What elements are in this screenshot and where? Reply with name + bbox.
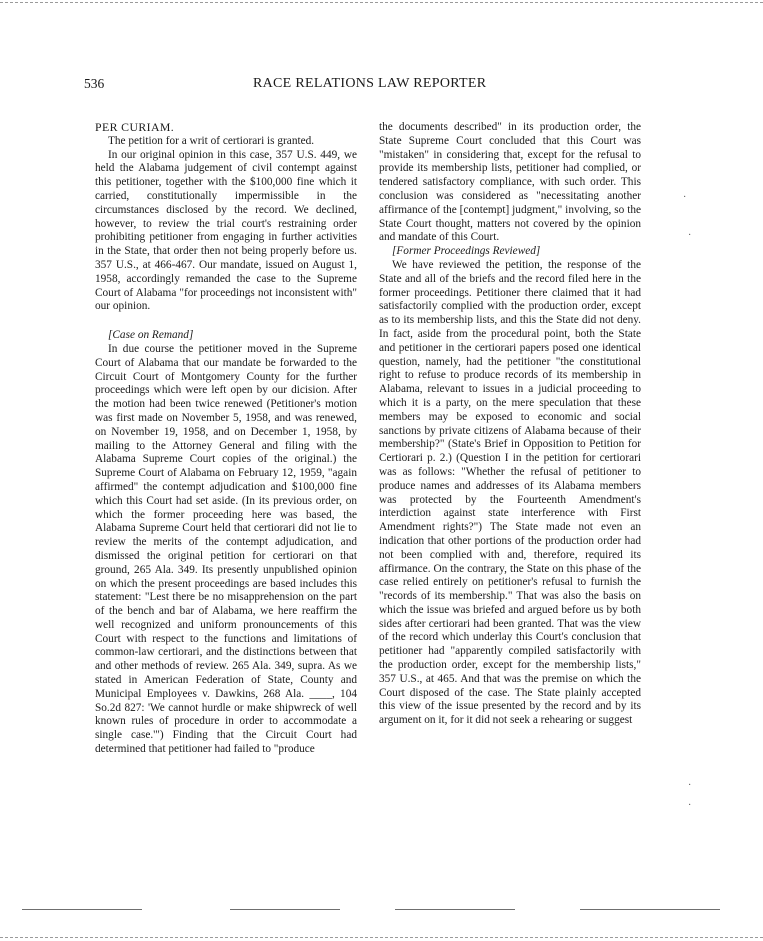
margin-speck: ·: [688, 780, 692, 791]
section-heading-former-proceedings: [Former Proceedings Reviewed]: [392, 245, 541, 258]
margin-speck: ·: [688, 800, 692, 811]
scan-top-edge: [0, 2, 763, 3]
right-column: [379, 121, 641, 728]
scan-bottom-rule: [580, 909, 720, 910]
running-title: RACE RELATIONS LAW REPORTER: [253, 76, 487, 91]
paragraph-reviewed-petition: We have reviewed the petition, the response of the State and all of the briefs and the record filed here in the former proceedings. Petitioner there claimed that it had satisfactorily complied with the production order, except as to its membership lists, and this the State did not deny. In fact, aside from the procedural point, both the State and petitioner in the certiorari papers posed one identical question, namely, had the petitioner "the constitutional right to refuse to produce records of its membership in Alabama, relevant to issues in a judicial proceeding to which it is a party, on the mere speculation that these members may be exposed to economic and social sanctions by private citizens of Alabama because of their membership?" (State's Brief in Opposition to Petition for Certiorari p. 2.) (Question I in the petition for certiorari was as follows: "Whether the refusal of petitioner to produce names and addresses of its Alabama members was protected by the Fourteenth Amendment's interdiction against state interference with First Amendment rights?") The State made not even an indication that other portions of the production order had not been complied with and, therefore, required its affirmance. On the contrary, the State on this phase of the case relied entirely on petitioner's refusal to furnish the "records of its membership." That was also the basis on which the issue was briefed and argued before us by both sides after certiorari had been granted. That was the view of the record which underlay this Court's conclusion that petitioner had "apparently compiled satisfactorily with the production order, except for the membership lists," 357 U.S., at 465. And that was the premise on which the Court disposed of the case. The State plainly accepted this view of the issue presented by the record and by its argument on it, for it did not seek a rehearing or suggest: [379, 258, 641, 727]
scan-bottom-rule: [395, 909, 515, 910]
scan-bottom-edge: [0, 937, 763, 938]
scan-bottom-rule: [22, 909, 142, 910]
margin-speck: ·: [683, 192, 687, 203]
paragraph-original-opinion: In our original opinion in this case, 357 U.S. 449, we held the Alabama judgement of civil contempt against this petitioner, together with the $100,000 fine which it carried, constitutionally impermissible in the circumstances disclosed by the record. We declined, however, to review the trial court's restraining order prohibiting petitioner from engaging in further activities in the State, that order then not being properly before us. 357 U.S., at 466-467. Our mandate, issued on August 1, 1958, accordingly remanded the case to the Supreme Court of Alabama "for proceedings not inconsistent with" our opinion.: [95, 148, 357, 313]
per-curiam-heading: PER CURIAM.: [95, 120, 175, 134]
paragraph-due-course: In due course the petitioner moved in the Supreme Court of Alabama that our mandate be forwarded to the Circuit Court of Montgomery County for the further proceedings which were left open by our dicision. After the motion had been twice renewed (Petitioner's motion was first made on November 5, 1958, and was renewed, on November 19, 1958, and on December 1, 1958, by mailing to the Attorney General and filing with the Alabama Supreme Court copies of the original.) the Supreme Court of Alabama on February 12, 1959, "again affirmed" the contempt adjudication and $100,000 fine which this Court had set aside. (In its previous order, on which the former proceeding here was based, the Alabama Supreme Court held that certiorari did not lie to review the merits of the contempt adjudication, and dismissed the original petition for certiorari on that ground, 265 Ala. 349. Its presently unpublished opinion on which the present proceedings are based includes this statement: "Lest there be no misapprehension on the part of the bench and bar of Alabama, we here reaffirm the well recognized and uniform pronouncements of this Court with respect to the functions and limitations of common-law certiorari, and the distinctions between that and other methods of review. 265 Ala. 349, supra. As we stated in American Federation of State, County and Municipal Employees v. Dawkins, 268 Ala. ____, 104 So.2d 827: 'We cannot hurdle or make shipwreck of well known rules of procedure in order to accommodate a single case.'") Finding that the Circuit Court had determined that petitioner had failed to "produce: [95, 342, 357, 756]
page-number: 536: [84, 76, 105, 91]
scan-bottom-rule: [230, 909, 340, 910]
paragraph-petition-granted: The petition for a writ of certiorari is granted.: [108, 134, 315, 147]
paragraph-documents-described: the documents described" in its production order, the State Supreme Court concluded that this Court was "mistaken" in considering that, except for the refusal to provide its membership lists, petitioner had complied, or tendered satisfactory compliance, with such order. This conclusion was considered as "necessitating another affirmance of the [contempt] judgment," involving, so the State Court thought, matters not covered by the opinion and mandate of this Court.: [379, 121, 641, 244]
left-column: [95, 121, 357, 757]
margin-speck: ·: [688, 230, 692, 241]
page-header: [0, 76, 763, 96]
section-heading-case-on-remand: [Case on Remand]: [108, 329, 194, 342]
